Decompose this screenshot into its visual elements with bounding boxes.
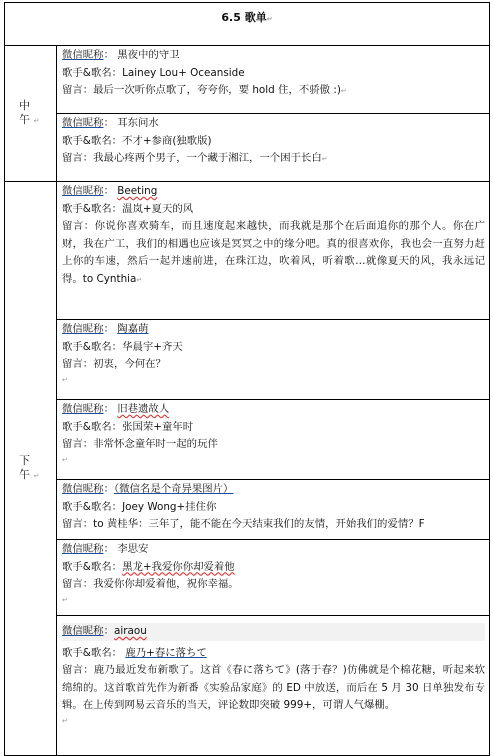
nickname-label: 微信昵称 (62, 49, 104, 61)
song: 华晨宇+齐天 (122, 340, 183, 353)
message-label: 留言 (62, 220, 84, 232)
entry-cell: 微信昵称：airaou 歌手&歌名： 鹿乃+春に落ちて 留言：鹿乃最近发布新歌了。这首《春に落ちて》(落于春？)仿佛就是个棉花糖，听起来软绵绵的。这首歌首先作为新番《实验品家庭》的 ED 中放送，而后在 5 月 30 日单独发布专辑。在上传到网易云音乐的当天，评论数即突破 999+，可谓人气爆棚。 ↵ (57, 616, 490, 756)
nickname: 李思安 (117, 543, 149, 555)
message-label: 留言 (62, 664, 84, 676)
message-label: 留言 (62, 578, 83, 590)
nickname: airaou (113, 625, 147, 637)
period-label: 中午 (19, 99, 30, 126)
nickname-label: 微信昵称 (62, 323, 104, 335)
song-label: 歌手&歌名 (62, 202, 112, 215)
song-label: 歌手&歌名 (62, 500, 112, 513)
paragraph-mark: ↵ (62, 716, 68, 725)
song: 不才+参商(独歌版) (122, 134, 212, 147)
message-label: 留言 (62, 358, 83, 370)
title-cell: 6.5 歌单↵ (5, 3, 490, 46)
song-label: 歌手&歌名 (62, 420, 112, 433)
nickname-label: 微信昵称 (62, 185, 104, 197)
song: 温岚+夏天的风 (122, 202, 194, 215)
message-label: 留言 (62, 518, 83, 530)
nickname-label: 微信昵称 (62, 625, 104, 637)
entry-cell: 微信昵称： 李思安 歌手&歌名：黑龙+我爱你你却爱着他 留言：我爱你你却爱着他，祝你幸福。 ↵ (57, 540, 490, 616)
nickname: 旧巷遗故人 (117, 403, 170, 415)
nickname: 陶嘉萌 (117, 323, 149, 335)
song-label: 歌手&歌名 (62, 560, 112, 573)
song: Lainey Lou+ Oceanside (122, 66, 245, 79)
message: 最后一次听你点歌了，夸夸你，要 hold 住，不骄傲 :) (93, 84, 341, 96)
message: 我爱你你却爱着他，祝你幸福。 (93, 578, 239, 590)
paragraph-mark: ↵ (62, 375, 68, 384)
song: 张国荣+童年时 (122, 420, 194, 433)
paragraph-mark: ↵ (62, 455, 68, 464)
nickname: 耳东问水 (117, 117, 159, 129)
song: 鹿乃+春に落ちて (125, 646, 207, 659)
entry-cell: 微信昵称： 黑夜中的守卫 歌手&歌名：Lainey Lou+ Oceanside 留言：最后一次听你点歌了，夸夸你，要 hold 住，不骄傲 :)↵ (57, 46, 490, 114)
song-label: 歌手&歌名 (62, 340, 112, 353)
message-label: 留言 (62, 152, 83, 164)
doc-title: 6.5 歌单 (221, 11, 267, 24)
nickname: （微信名是个奇异果图片） (113, 483, 234, 495)
nickname-label: 微信昵称 (62, 403, 104, 415)
nickname-label: 微信昵称 (62, 483, 104, 495)
nickname: 黑夜中的守卫 (117, 49, 180, 61)
message: 鹿乃最近发布新歌了。这首《春に落ちて》(落于春？)仿佛就是个棉花糖，听起来软绵绵的。这首歌首先作为新番《实验品家庭》的 ED 中放送，而后在 5 月 30 日单独发布专辑。在上传到网易云音乐的当天，评论数即突破 999+，可谓人气爆棚。 (62, 664, 486, 711)
song: 黑龙+我爱你你却爱着他 (122, 560, 235, 573)
song-label: 歌手&歌名 (62, 134, 112, 147)
period-label: 下午 (19, 454, 30, 481)
nickname: Beeting (117, 185, 158, 197)
message: 我最心疼两个男子，一个藏于湘江，一个困于长白 (93, 152, 322, 164)
song-label: 歌手&歌名 (62, 66, 112, 79)
nickname-label: 微信昵称 (62, 117, 104, 129)
nickname-label: 微信昵称 (62, 543, 104, 555)
song: Joey Wong+挂住你 (122, 500, 217, 513)
song-label: 歌手&歌名 (62, 646, 112, 659)
message: 初衷，今何在？ (93, 358, 166, 370)
message-label: 留言 (62, 438, 83, 450)
entry-cell: 微信昵称： 耳东问水 歌手&歌名：不才+参商(独歌版) 留言：我最心疼两个男子，一个藏于湘江，一个困于长白↵ (57, 114, 490, 182)
entry-cell: 微信昵称：（微信名是个奇异果图片） 歌手&歌名：Joey Wong+挂住你 留言：to 黄桂华：三年了，能不能在今天结束我们的友情，开始我们的爱情？F (57, 480, 490, 540)
message: to 黄桂华：三年了，能不能在今天结束我们的友情，开始我们的爱情？F (93, 518, 425, 530)
message: 你说你喜欢骑车，而且速度起来越快，而我就是那个在后面追你的那个人。你在广财，我在广工，我们的相遇也应该是冥冥之中的缘分吧。真的很喜欢你，我也会一直努力赶上你的车速，然后一起并速前进，在珠江边，吹着风，听着歌…就像夏天的风，我永远记得。to Cynthia (62, 220, 485, 285)
entry-cell: 微信昵称： Beeting 歌手&歌名：温岚+夏天的风 留言：你说你喜欢骑车，而且速度起来越快，而我就是那个在后面追你的那个人。你在广财，我在广工，我们的相遇也应该是冥冥之中的缘分吧。真的很喜欢你，我也会一直努力赶上你的车速，然后一起并速前进，在珠江边，吹着风，听着歌…就像夏天的风，我永远记得。to Cynthia↵ (57, 182, 490, 320)
message: 非常怀念童年时一起的玩伴 (93, 438, 218, 450)
period-noon: 中午 ↵ (5, 46, 57, 182)
period-afternoon: 下午 ↵ (5, 182, 57, 756)
message-label: 留言 (62, 84, 83, 96)
entry-cell: 微信昵称： 旧巷遗故人 歌手&歌名：张国荣+童年时 留言：非常怀念童年时一起的玩伴 ↵ (57, 400, 490, 480)
entry-cell: 微信昵称： 陶嘉萌 歌手&歌名：华晨宇+齐天 留言：初衷，今何在？ ↵ (57, 320, 490, 400)
song-list-table (4, 2, 490, 756)
paragraph-mark: ↵ (62, 595, 68, 604)
